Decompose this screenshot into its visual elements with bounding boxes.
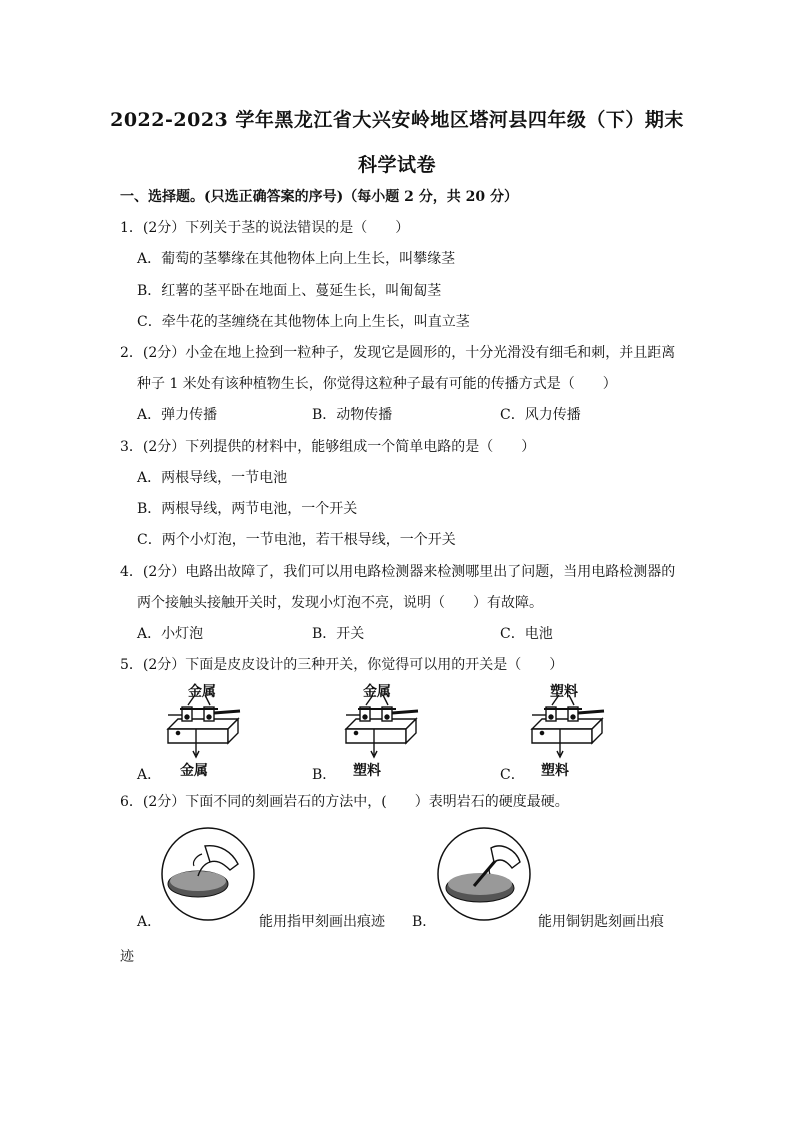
question-1-option-b: B．红薯的茎平卧在地面上、蔓延生长，叫匍匐茎 xyxy=(137,283,442,299)
question-5-option-c-letter: C． xyxy=(500,767,525,783)
switch-b-top-label: 金属 xyxy=(363,684,391,700)
question-4-stem-line1: 4．(2分）电路出故障了，我们可以用电路检测器来检测哪里出了问题，当用电路检测器的 xyxy=(120,564,676,580)
question-2-option-a: A．弹力传播 xyxy=(137,407,218,423)
switch-c-bottom-label: 塑料 xyxy=(541,763,569,779)
question-4-option-b: B．开关 xyxy=(312,626,365,642)
question-1-stem: 1．(2分）下列关于茎的说法错误的是（ ） xyxy=(120,220,410,236)
fingernail-scratch-illustration xyxy=(160,826,256,922)
switch-b-bottom-label: 塑料 xyxy=(353,763,381,779)
question-3-option-c: C．两个小灯泡，一节电池，若干根导线，一个开关 xyxy=(137,532,456,548)
question-2-stem-line1: 2．(2分）小金在地上捡到一粒种子，发现它是圆形的，十分光滑没有细毛和刺，并且距离 xyxy=(120,345,676,361)
question-2-stem-line2: 种子 1 米处有该种植物生长，你觉得这粒种子最有可能的传播方式是（ ） xyxy=(137,376,617,392)
question-4-stem-line2: 两个接触头接触开关时，发现小灯泡不亮，说明（ ）有故障。 xyxy=(137,595,543,611)
question-1-option-a: A．葡萄的茎攀缘在其他物体上向上生长，叫攀缘茎 xyxy=(137,251,456,267)
question-5-option-b-letter: B． xyxy=(312,767,337,783)
question-2-option-c: C．风力传播 xyxy=(500,407,581,423)
question-2-option-b: B．动物传播 xyxy=(312,407,393,423)
question-5-stem: 5．(2分）下面是皮皮设计的三种开关，你觉得可以用的开关是（ ） xyxy=(120,657,564,673)
switch-a-diagram xyxy=(158,695,248,763)
exam-title-line1: 2022-2023 学年黑龙江省大兴安岭地区塔河县四年级（下）期末 xyxy=(110,109,684,131)
key-scratch-illustration xyxy=(436,826,532,922)
switch-b-diagram xyxy=(336,695,426,763)
question-6-option-b-text: 能用铜钥匙刻画出痕 xyxy=(538,914,664,930)
question-6-option-b-continuation: 迹 xyxy=(120,949,134,965)
question-4-option-c: C．电池 xyxy=(500,626,553,642)
switch-c-top-label: 塑料 xyxy=(550,684,578,700)
exam-title-line2: 科学试卷 xyxy=(357,154,436,176)
section-heading: 一、选择题。(只选正确答案的序号)（每小题 2 分，共 20 分） xyxy=(120,189,518,205)
switch-c-diagram xyxy=(522,695,612,763)
question-6-option-b-letter: B． xyxy=(412,914,437,930)
question-1-option-c: C．牵牛花的茎缠绕在其他物体上向上生长，叫直立茎 xyxy=(137,314,470,330)
question-3-option-a: A．两根导线，一节电池 xyxy=(137,470,288,486)
question-6-option-a-letter: A． xyxy=(137,914,162,930)
question-6-stem: 6．(2分）下面不同的刻画岩石的方法中，( ）表明岩石的硬度最硬。 xyxy=(120,794,569,810)
switch-a-top-label: 金属 xyxy=(188,684,216,700)
switch-a-bottom-label: 金属 xyxy=(180,763,208,779)
question-3-stem: 3．(2分）下列提供的材料中，能够组成一个简单电路的是（ ） xyxy=(120,439,536,455)
question-6-option-a-text: 能用指甲刻画出痕迹 xyxy=(259,914,385,930)
question-5-option-a-letter: A． xyxy=(137,767,162,783)
question-3-option-b: B．两根导线，两节电池，一个开关 xyxy=(137,501,358,517)
question-4-option-a: A．小灯泡 xyxy=(137,626,204,642)
